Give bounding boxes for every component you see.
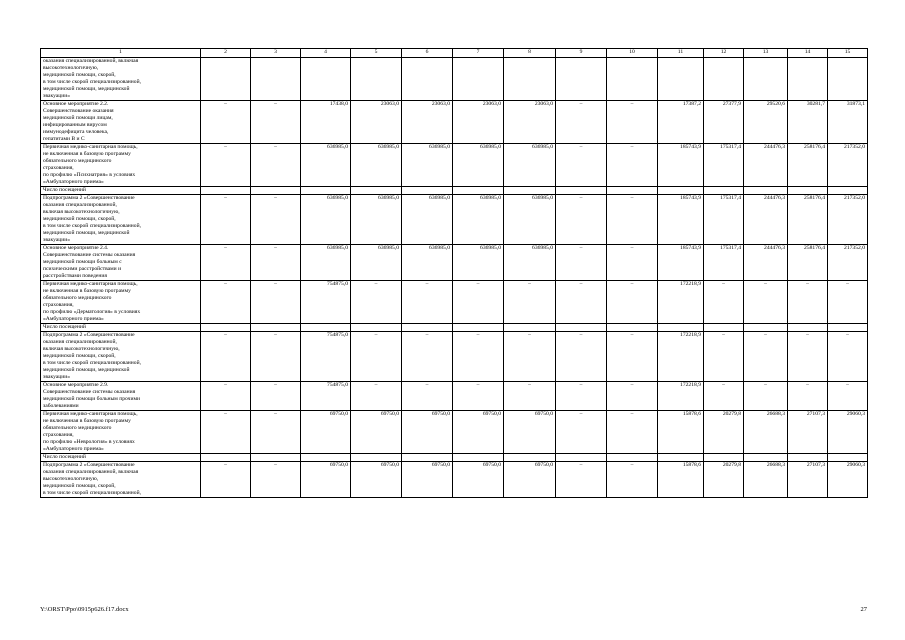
table-cell: 636985,0 xyxy=(504,245,556,281)
row-label: Первичная медико-санитарная помощь, не включенная в базовую программу обязательного медицинского страхования, по профилю «Неврология» в условиях «Амбулаторного приема» xyxy=(41,411,201,454)
table-cell: – xyxy=(201,382,251,411)
table-cell: – xyxy=(788,382,828,411)
table-cell: – xyxy=(607,332,658,382)
table-cell: 636985,0 xyxy=(453,195,504,245)
table-cell xyxy=(301,58,351,101)
column-header: 9 xyxy=(556,49,607,58)
table-cell: 69750,0 xyxy=(453,411,504,454)
table-cell xyxy=(301,187,351,195)
table-cell: – xyxy=(504,382,556,411)
table-cell xyxy=(788,454,828,462)
table-cell xyxy=(788,187,828,195)
table-cell: – xyxy=(556,281,607,324)
column-header: 1 xyxy=(41,49,201,58)
column-header: 2 xyxy=(201,49,251,58)
table-cell xyxy=(504,58,556,101)
table-cell: 69750,0 xyxy=(351,411,402,454)
table-cell xyxy=(704,58,744,101)
table-cell: 636985,0 xyxy=(351,144,402,187)
table-cell xyxy=(453,324,504,332)
table-cell xyxy=(201,324,251,332)
table-cell: 636985,0 xyxy=(402,195,453,245)
table-cell xyxy=(607,58,658,101)
table-cell xyxy=(453,187,504,195)
table-cell xyxy=(788,324,828,332)
row-label: Число посещений xyxy=(41,324,201,332)
table-cell xyxy=(351,454,402,462)
table-cell: – xyxy=(556,411,607,454)
table-cell xyxy=(453,58,504,101)
table-cell xyxy=(744,454,788,462)
table-cell: 636985,0 xyxy=(301,144,351,187)
table-cell: – xyxy=(607,245,658,281)
table-cell: – xyxy=(453,332,504,382)
table-cell: 185743,9 xyxy=(658,245,704,281)
table-cell: 29520,6 xyxy=(744,101,788,144)
row-label: оказания специализированной, включая высокотехнологичную, медицинской помощи, скорой, в том числе скорой специализированной, медицинской помощи, медицинской эвакуации» xyxy=(41,58,201,101)
table-row xyxy=(41,245,868,281)
row-label: Первичная медико-санитарная помощь, не включенная в базовую программу обязательного медицинского страхования, по профилю «Дерматология» в условиях «Амбулаторного приема» xyxy=(41,281,201,324)
table-cell: – xyxy=(828,281,868,324)
table-cell: – xyxy=(607,195,658,245)
row-label: Подпрограмма 2 «Совершенствование оказания специализированной, включая высокотехнологичную, медицинской помощи, скорой, в том числе скорой специализированной, медицинской помощи, медицинской эвакуации» xyxy=(41,195,201,245)
table-cell: – xyxy=(744,281,788,324)
row-label: Подпрограмма 2 «Совершенствование оказания специализированной, включая высокотехнологичную, медицинской помощи, скорой, в том числе скорой специализированной, xyxy=(41,462,201,498)
table-cell xyxy=(607,454,658,462)
row-label: Подпрограмма 2 «Совершенствование оказания специализированной, включая высокотехнологичную, медицинской помощи, скорой, в том числе скорой специализированной, медицинской помощи, медицинской эвакуации» xyxy=(41,332,201,382)
table-cell: – xyxy=(201,411,251,454)
table-cell: 27377,9 xyxy=(704,101,744,144)
table-cell xyxy=(704,324,744,332)
table-cell: – xyxy=(251,382,301,411)
column-header: 4 xyxy=(301,49,351,58)
table-cell: 217352,0 xyxy=(828,245,868,281)
table-cell: 69750,0 xyxy=(402,462,453,498)
table-cell: – xyxy=(556,245,607,281)
table-cell xyxy=(556,324,607,332)
table-cell: 258176,4 xyxy=(788,144,828,187)
table-cell xyxy=(556,187,607,195)
table-cell: 26688,3 xyxy=(744,462,788,498)
table-cell: – xyxy=(351,332,402,382)
page-number: 27 xyxy=(860,606,867,613)
table-cell: – xyxy=(201,281,251,324)
table-cell: – xyxy=(744,382,788,411)
table-cell: 23063,0 xyxy=(504,101,556,144)
column-header: 11 xyxy=(658,49,704,58)
table-cell: – xyxy=(607,281,658,324)
table-cell xyxy=(201,187,251,195)
column-header: 14 xyxy=(788,49,828,58)
table-cell: – xyxy=(607,101,658,144)
table-cell: – xyxy=(251,281,301,324)
table-cell: – xyxy=(251,144,301,187)
table-cell: 31873,1 xyxy=(828,101,868,144)
table-cell xyxy=(607,187,658,195)
table-cell: – xyxy=(251,195,301,245)
table-row xyxy=(41,144,868,187)
table-cell xyxy=(658,454,704,462)
table-cell: 15878,6 xyxy=(658,411,704,454)
table-cell xyxy=(402,58,453,101)
table-cell: – xyxy=(556,382,607,411)
table-cell: 172218,9 xyxy=(658,332,704,382)
table-cell: 175317,4 xyxy=(704,195,744,245)
table-cell: 23063,0 xyxy=(453,101,504,144)
column-header: 6 xyxy=(402,49,453,58)
table-cell: – xyxy=(402,281,453,324)
table-cell: – xyxy=(402,332,453,382)
table-cell xyxy=(402,454,453,462)
table-cell: – xyxy=(201,195,251,245)
table-cell: 636985,0 xyxy=(504,195,556,245)
table-cell: – xyxy=(453,382,504,411)
table-cell xyxy=(251,187,301,195)
table-cell: – xyxy=(607,411,658,454)
row-label: Первичная медико-санитарная помощь, не включенная в базовую программу обязательного медицинского страхования, по профилю «Психиатрия» в условиях «Амбулаторного приема» xyxy=(41,144,201,187)
table-cell: 258176,4 xyxy=(788,245,828,281)
table-cell xyxy=(828,58,868,101)
table-cell xyxy=(607,324,658,332)
table-header xyxy=(41,49,868,58)
table-cell: – xyxy=(201,462,251,498)
table-cell: – xyxy=(504,332,556,382)
table-cell: 17387,2 xyxy=(658,101,704,144)
table-cell xyxy=(251,324,301,332)
row-label: Число посещений xyxy=(41,187,201,195)
table-cell: 754875,0 xyxy=(301,382,351,411)
column-header: 13 xyxy=(744,49,788,58)
table-cell: – xyxy=(251,101,301,144)
column-header: 15 xyxy=(828,49,868,58)
table-cell: 69750,0 xyxy=(453,462,504,498)
table-cell: 27107,3 xyxy=(788,411,828,454)
table-cell xyxy=(744,187,788,195)
row-label: Основное мероприятие 2.4. Совершенствование системы оказания медицинской помощи больным с психическими расстройствами и расстройствами поведения xyxy=(41,245,201,281)
column-header: 12 xyxy=(704,49,744,58)
header-row xyxy=(41,49,868,58)
table-cell xyxy=(504,324,556,332)
table-cell: – xyxy=(351,382,402,411)
table-row xyxy=(41,195,868,245)
table-cell: – xyxy=(607,462,658,498)
table-cell xyxy=(351,187,402,195)
table-cell xyxy=(251,58,301,101)
table-cell: – xyxy=(201,144,251,187)
column-header: 5 xyxy=(351,49,402,58)
table-cell xyxy=(201,58,251,101)
table-cell: – xyxy=(788,281,828,324)
table-cell: – xyxy=(251,411,301,454)
table-cell: – xyxy=(201,245,251,281)
table-cell xyxy=(828,187,868,195)
table-cell: – xyxy=(402,382,453,411)
table-cell: – xyxy=(556,101,607,144)
table-cell: 17438,0 xyxy=(301,101,351,144)
table-cell: – xyxy=(828,332,868,382)
table-cell: – xyxy=(788,332,828,382)
table-cell: 185743,9 xyxy=(658,195,704,245)
table-row xyxy=(41,332,868,382)
table-cell: – xyxy=(251,332,301,382)
table-cell: 244476,3 xyxy=(744,144,788,187)
table-cell xyxy=(704,454,744,462)
table-cell: 636985,0 xyxy=(453,144,504,187)
table-cell: 217352,0 xyxy=(828,144,868,187)
table-cell xyxy=(744,324,788,332)
table-cell: – xyxy=(556,195,607,245)
table-cell: – xyxy=(251,245,301,281)
table-cell: – xyxy=(504,281,556,324)
table-row xyxy=(41,281,868,324)
table-cell xyxy=(658,324,704,332)
column-header: 10 xyxy=(607,49,658,58)
table-cell xyxy=(351,58,402,101)
table-cell: – xyxy=(351,281,402,324)
table-cell: 636985,0 xyxy=(453,245,504,281)
table-cell: 175317,4 xyxy=(704,245,744,281)
table-cell: 754875,0 xyxy=(301,281,351,324)
table-cell: 29060,3 xyxy=(828,411,868,454)
table-cell xyxy=(301,454,351,462)
table-cell xyxy=(301,324,351,332)
table-cell: 69750,0 xyxy=(301,411,351,454)
table-cell: 69750,0 xyxy=(402,411,453,454)
table-cell: 244476,3 xyxy=(744,195,788,245)
table-cell xyxy=(556,58,607,101)
table-cell: 15878,6 xyxy=(658,462,704,498)
table-cell xyxy=(402,187,453,195)
table-cell: 636985,0 xyxy=(301,245,351,281)
table-cell: 23063,0 xyxy=(402,101,453,144)
table-cell: – xyxy=(704,382,744,411)
table-cell: – xyxy=(556,462,607,498)
table-cell: 636985,0 xyxy=(402,144,453,187)
table-row xyxy=(41,324,868,332)
table-row xyxy=(41,462,868,498)
table-cell: 30281,7 xyxy=(788,101,828,144)
row-label: Число посещений xyxy=(41,454,201,462)
table-cell: 636985,0 xyxy=(504,144,556,187)
column-header: 3 xyxy=(251,49,301,58)
table-cell: 636985,0 xyxy=(351,245,402,281)
table-cell: 754875,0 xyxy=(301,332,351,382)
table-cell xyxy=(828,454,868,462)
table-cell xyxy=(744,58,788,101)
table-cell: 175317,4 xyxy=(704,144,744,187)
table-cell: 172218,9 xyxy=(658,382,704,411)
table-cell xyxy=(201,454,251,462)
row-label: Основное мероприятие 2.2. Совершенствование оказания медицинской помощи лицам, инфицированным вирусом иммунодефицита человека, гепатитами B и C xyxy=(41,101,201,144)
table-row xyxy=(41,411,868,454)
table-cell xyxy=(704,187,744,195)
table-cell: 636985,0 xyxy=(301,195,351,245)
table-cell: – xyxy=(704,281,744,324)
table-cell xyxy=(658,187,704,195)
table-cell: – xyxy=(744,332,788,382)
table-cell: 27107,3 xyxy=(788,462,828,498)
table-cell: – xyxy=(251,462,301,498)
table-row xyxy=(41,454,868,462)
table-cell xyxy=(402,324,453,332)
table-cell: 244476,3 xyxy=(744,245,788,281)
table-row xyxy=(41,187,868,195)
table-row xyxy=(41,382,868,411)
table-cell: 20279,8 xyxy=(704,462,744,498)
table-cell: 172218,9 xyxy=(658,281,704,324)
table-cell: – xyxy=(607,144,658,187)
table-cell: 23063,0 xyxy=(351,101,402,144)
table-cell xyxy=(788,58,828,101)
table-cell: 636985,0 xyxy=(402,245,453,281)
table-cell: 69750,0 xyxy=(504,411,556,454)
table-row xyxy=(41,101,868,144)
table-cell: – xyxy=(201,101,251,144)
table-cell xyxy=(658,58,704,101)
table-cell: – xyxy=(453,281,504,324)
column-header: 7 xyxy=(453,49,504,58)
table-cell: – xyxy=(556,332,607,382)
table-cell: 258176,4 xyxy=(788,195,828,245)
table-cell: 20279,8 xyxy=(704,411,744,454)
table-cell: – xyxy=(201,332,251,382)
table-cell xyxy=(251,454,301,462)
table-cell: 185743,9 xyxy=(658,144,704,187)
table-cell: 69750,0 xyxy=(504,462,556,498)
column-header: 8 xyxy=(504,49,556,58)
table-cell: 26688,3 xyxy=(744,411,788,454)
table-cell xyxy=(504,454,556,462)
table-cell xyxy=(453,454,504,462)
table-cell: 69750,0 xyxy=(351,462,402,498)
table-cell xyxy=(504,187,556,195)
file-path: Y:\ORST\Ppo\0915p626.f17.docx xyxy=(40,606,129,613)
data-table-container xyxy=(40,48,867,498)
table-cell: 636985,0 xyxy=(351,195,402,245)
table-cell: – xyxy=(828,382,868,411)
table-cell: – xyxy=(704,332,744,382)
data-table xyxy=(40,48,868,498)
table-body xyxy=(41,58,868,498)
table-cell xyxy=(351,324,402,332)
table-row xyxy=(41,58,868,101)
row-label: Основное мероприятие 2.9. Совершенствование системы оказания медицинской помощи больным прочими заболеваниями xyxy=(41,382,201,411)
table-cell: – xyxy=(556,144,607,187)
table-cell: 217352,0 xyxy=(828,195,868,245)
table-cell xyxy=(828,324,868,332)
table-cell: 29060,3 xyxy=(828,462,868,498)
table-cell: – xyxy=(607,382,658,411)
table-cell: 69750,0 xyxy=(301,462,351,498)
table-cell xyxy=(556,454,607,462)
